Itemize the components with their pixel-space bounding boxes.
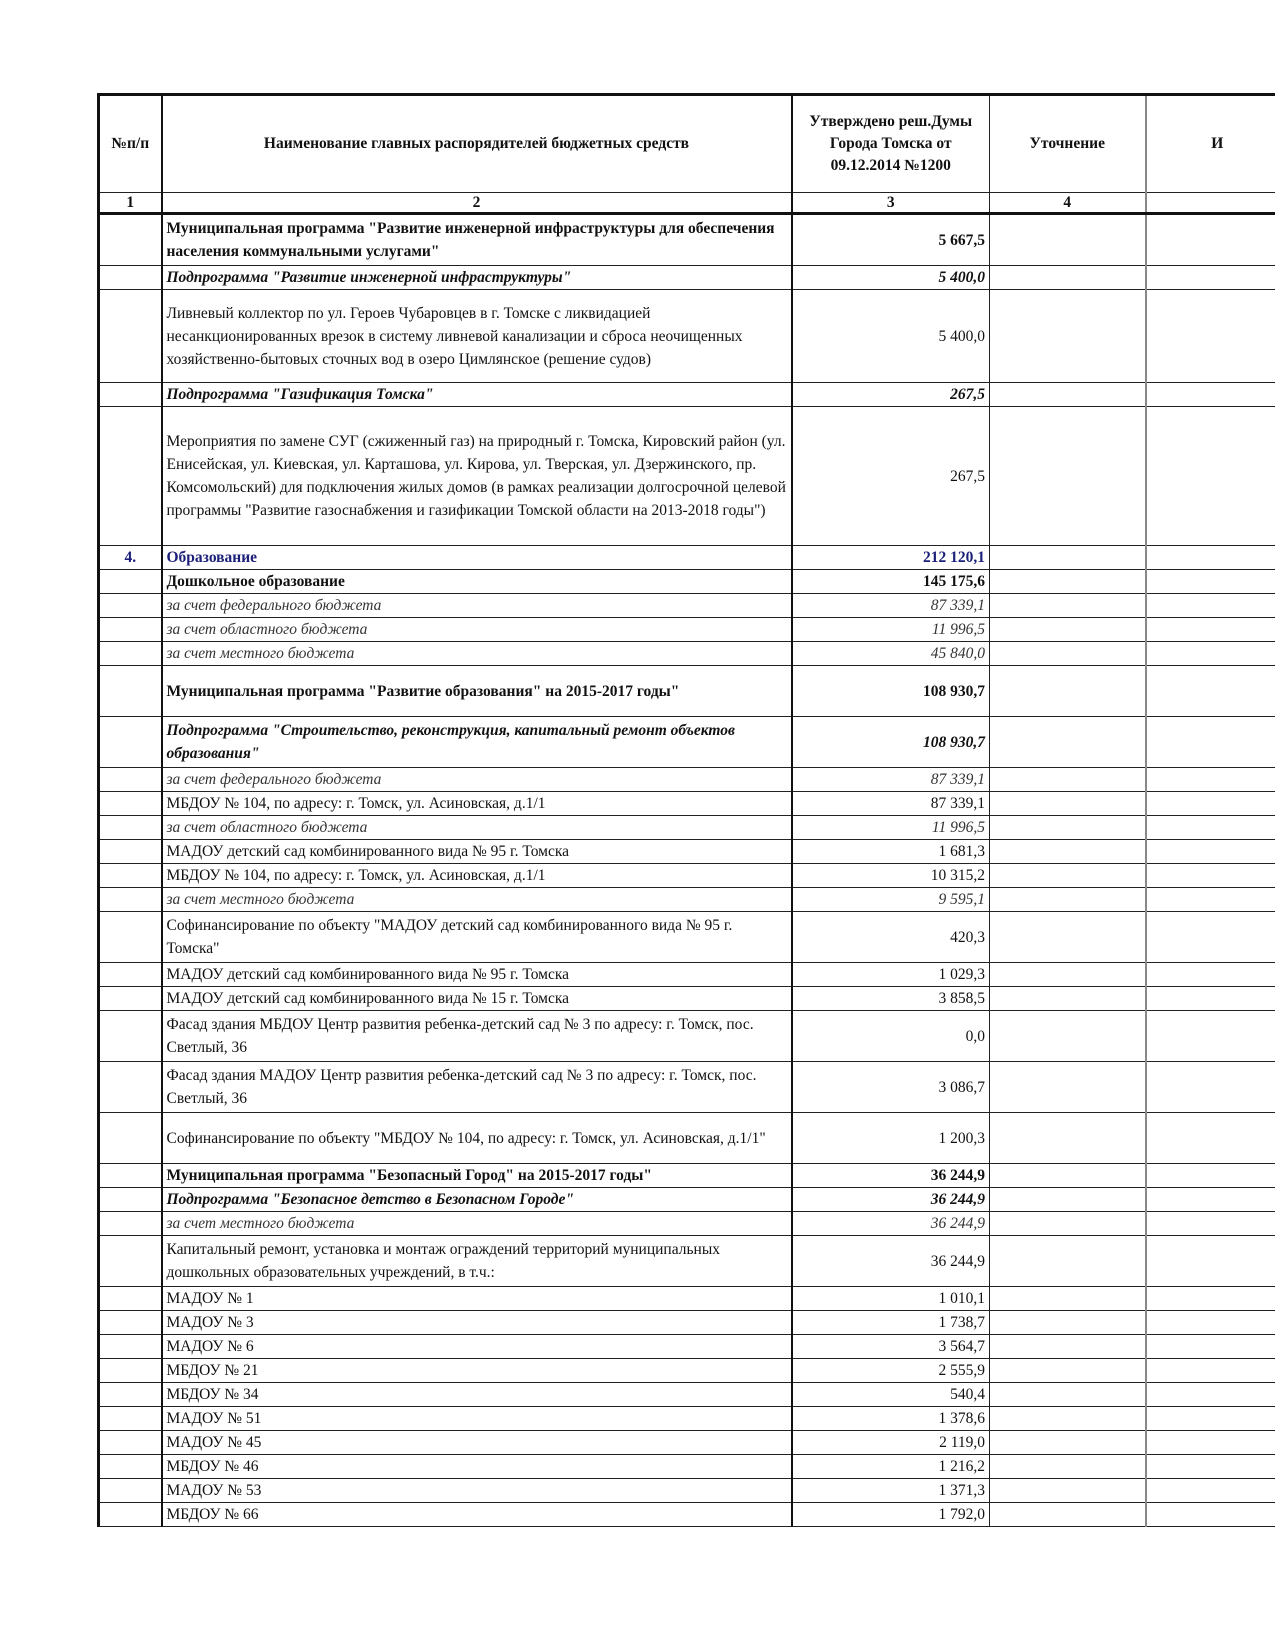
row-index [99, 1431, 162, 1455]
row-index [99, 768, 162, 792]
row-approved-value: 108 930,7 [792, 717, 990, 768]
column-number-1: 1 [99, 193, 162, 214]
row-name: Софинансирование по объекту "МБДОУ № 104, по адресу: г. Томск, ул. Асиновская, д.1/1" [162, 1113, 792, 1164]
row-name: Мероприятия по замене СУГ (сжиженный газ) на природный г. Томска, Кировский район (ул. Енисейская, ул. Киевская, ул. Карташова, ул. Кирова, ул. Тверская, ул. Дзержинского, пр. Комсомольский) для подключения жилых домов (в рамках реализации долгосрочной целевой программы "Развитие газоснабжения и газификации Томской области на 2013-2018 годы") [162, 407, 792, 546]
header-total: И [1146, 95, 1275, 193]
row-total [1146, 1062, 1275, 1113]
row-name: за счет местного бюджета [162, 642, 792, 666]
table-row [99, 1503, 1275, 1527]
row-approved-value: 11 996,5 [792, 816, 990, 840]
row-index [99, 912, 162, 963]
row-approved-value: 145 175,6 [792, 570, 990, 594]
row-total [1146, 1455, 1275, 1479]
table-row [99, 864, 1275, 888]
row-name: Подпрограмма "Безопасное детство в Безопасном Городе" [162, 1188, 792, 1212]
row-clarification [990, 768, 1146, 792]
row-total [1146, 840, 1275, 864]
row-name: за счет областного бюджета [162, 618, 792, 642]
row-approved-value: 108 930,7 [792, 666, 990, 717]
row-clarification [990, 1212, 1146, 1236]
row-clarification [990, 266, 1146, 290]
row-approved-value: 267,5 [792, 407, 990, 546]
row-total [1146, 1407, 1275, 1431]
row-total [1146, 1113, 1275, 1164]
row-total [1146, 1236, 1275, 1287]
row-approved-value: 212 120,1 [792, 546, 990, 570]
row-name: Муниципальная программа "Развитие образования" на 2015-2017 годы" [162, 666, 792, 717]
row-index [99, 1188, 162, 1212]
column-numbers-row [99, 193, 1275, 214]
row-clarification [990, 1479, 1146, 1503]
row-index [99, 888, 162, 912]
row-approved-value: 5 400,0 [792, 290, 990, 383]
table-row [99, 642, 1275, 666]
row-approved-value: 540,4 [792, 1383, 990, 1407]
row-index [99, 1455, 162, 1479]
row-name: МБДОУ № 46 [162, 1455, 792, 1479]
table-row [99, 1407, 1275, 1431]
row-clarification [990, 1287, 1146, 1311]
row-index [99, 594, 162, 618]
row-index [99, 816, 162, 840]
row-approved-value: 1 738,7 [792, 1311, 990, 1335]
row-index: 4. [99, 546, 162, 570]
row-approved-value: 3 086,7 [792, 1062, 990, 1113]
table-row [99, 1455, 1275, 1479]
column-number-2: 2 [162, 193, 792, 214]
row-total [1146, 1479, 1275, 1503]
row-approved-value: 267,5 [792, 383, 990, 407]
row-name: за счет федерального бюджета [162, 768, 792, 792]
table-row [99, 987, 1275, 1011]
row-total [1146, 717, 1275, 768]
row-name: за счет областного бюджета [162, 816, 792, 840]
row-name: МБДОУ № 34 [162, 1383, 792, 1407]
row-clarification [990, 290, 1146, 383]
row-clarification [990, 407, 1146, 546]
row-name: за счет местного бюджета [162, 888, 792, 912]
row-clarification [990, 840, 1146, 864]
row-name: МБДОУ № 104, по адресу: г. Томск, ул. Асиновская, д.1/1 [162, 792, 792, 816]
row-index [99, 1359, 162, 1383]
row-total [1146, 816, 1275, 840]
table-row [99, 1311, 1275, 1335]
table-row [99, 290, 1275, 383]
table-row [99, 912, 1275, 963]
table-row [99, 407, 1275, 546]
row-index [99, 864, 162, 888]
table-row [99, 214, 1275, 266]
row-index [99, 666, 162, 717]
table-row [99, 1212, 1275, 1236]
table-row [99, 1383, 1275, 1407]
row-clarification [990, 888, 1146, 912]
row-total [1146, 864, 1275, 888]
row-approved-value: 1 792,0 [792, 1503, 990, 1527]
header-name: Наименование главных распорядителей бюджетных средств [162, 95, 792, 193]
row-approved-value: 1 371,3 [792, 1479, 990, 1503]
row-index [99, 840, 162, 864]
row-name: МАДОУ № 3 [162, 1311, 792, 1335]
row-approved-value: 1 010,1 [792, 1287, 990, 1311]
row-name: за счет местного бюджета [162, 1212, 792, 1236]
row-total [1146, 1188, 1275, 1212]
row-name: Муниципальная программа "Развитие инженерной инфраструктуры для обеспечения населения коммунальными услугами" [162, 214, 792, 266]
table-row [99, 1062, 1275, 1113]
row-approved-value: 36 244,9 [792, 1188, 990, 1212]
table-row [99, 383, 1275, 407]
row-clarification [990, 1011, 1146, 1062]
table-body [99, 214, 1275, 1527]
row-approved-value: 3 564,7 [792, 1335, 990, 1359]
table-row [99, 266, 1275, 290]
row-clarification [990, 1164, 1146, 1188]
row-clarification [990, 1431, 1146, 1455]
row-clarification [990, 383, 1146, 407]
row-total [1146, 1359, 1275, 1383]
row-approved-value: 5 400,0 [792, 266, 990, 290]
table-row [99, 618, 1275, 642]
row-clarification [990, 864, 1146, 888]
row-name: Подпрограмма "Развитие инженерной инфраструктуры" [162, 266, 792, 290]
header-number: №п/п [99, 95, 162, 193]
row-index [99, 1311, 162, 1335]
table-row [99, 666, 1275, 717]
row-index [99, 618, 162, 642]
table-row [99, 1113, 1275, 1164]
header-approved: Утверждено реш.Думы Города Томска от 09.12.2014 №1200 [792, 95, 990, 193]
row-total [1146, 1011, 1275, 1062]
row-clarification [990, 570, 1146, 594]
row-approved-value: 10 315,2 [792, 864, 990, 888]
row-approved-value: 2 555,9 [792, 1359, 990, 1383]
table-row [99, 1236, 1275, 1287]
row-approved-value: 1 681,3 [792, 840, 990, 864]
row-index [99, 1287, 162, 1311]
row-approved-value: 420,3 [792, 912, 990, 963]
row-total [1146, 1212, 1275, 1236]
row-total [1146, 792, 1275, 816]
row-approved-value: 2 119,0 [792, 1431, 990, 1455]
row-clarification [990, 1188, 1146, 1212]
row-approved-value: 3 858,5 [792, 987, 990, 1011]
row-clarification [990, 912, 1146, 963]
row-approved-value: 5 667,5 [792, 214, 990, 266]
row-total [1146, 666, 1275, 717]
row-total [1146, 987, 1275, 1011]
row-clarification [990, 642, 1146, 666]
table-row [99, 1335, 1275, 1359]
table-row [99, 840, 1275, 864]
table-row [99, 963, 1275, 987]
row-clarification [990, 618, 1146, 642]
row-clarification [990, 546, 1146, 570]
row-clarification [990, 792, 1146, 816]
row-total [1146, 594, 1275, 618]
row-name: за счет федерального бюджета [162, 594, 792, 618]
row-index [99, 1062, 162, 1113]
row-total [1146, 570, 1275, 594]
column-number-5 [1146, 193, 1275, 214]
row-total [1146, 214, 1275, 266]
table-row [99, 1287, 1275, 1311]
row-index [99, 1212, 162, 1236]
row-approved-value: 0,0 [792, 1011, 990, 1062]
row-clarification [990, 1359, 1146, 1383]
row-clarification [990, 1335, 1146, 1359]
row-name: МБДОУ № 104, по адресу: г. Томск, ул. Асиновская, д.1/1 [162, 864, 792, 888]
row-name: МАДОУ детский сад комбинированного вида № 15 г. Томска [162, 987, 792, 1011]
table-row [99, 888, 1275, 912]
row-clarification [990, 717, 1146, 768]
row-total [1146, 888, 1275, 912]
row-index [99, 963, 162, 987]
row-total [1146, 407, 1275, 546]
row-total [1146, 963, 1275, 987]
row-name: Ливневый коллектор по ул. Героев Чубаровцев в г. Томске с ликвидацией несанкционированных врезок в систему ливневой канализации и сброса неочищенных хозяйственно-бытовых сточных вод в озеро Цимлянское (решение судов) [162, 290, 792, 383]
row-total [1146, 266, 1275, 290]
row-index [99, 1236, 162, 1287]
row-clarification [990, 666, 1146, 717]
table-row [99, 717, 1275, 768]
row-name: Подпрограмма "Газификация Томска" [162, 383, 792, 407]
table-row [99, 1188, 1275, 1212]
row-name: Образование [162, 546, 792, 570]
header-clarification: Уточнение [990, 95, 1146, 193]
row-approved-value: 87 339,1 [792, 768, 990, 792]
row-approved-value: 1 378,6 [792, 1407, 990, 1431]
table-row [99, 1011, 1275, 1062]
row-index [99, 717, 162, 768]
table-header-row [99, 95, 1275, 193]
row-index [99, 1407, 162, 1431]
row-index [99, 987, 162, 1011]
row-name: Фасад здания МБДОУ Центр развития ребенка-детский сад № 3 по адресу: г. Томск, пос. Светлый, 36 [162, 1011, 792, 1062]
row-clarification [990, 594, 1146, 618]
section-row [99, 546, 1275, 570]
row-clarification [990, 987, 1146, 1011]
row-total [1146, 912, 1275, 963]
row-approved-value: 1 216,2 [792, 1455, 990, 1479]
row-index [99, 642, 162, 666]
row-approved-value: 87 339,1 [792, 792, 990, 816]
table-row [99, 594, 1275, 618]
table-row [99, 792, 1275, 816]
table-row [99, 570, 1275, 594]
row-index [99, 1164, 162, 1188]
row-name: МАДОУ детский сад комбинированного вида № 95 г. Томска [162, 840, 792, 864]
row-total [1146, 1335, 1275, 1359]
row-total [1146, 383, 1275, 407]
row-index [99, 383, 162, 407]
row-approved-value: 1 029,3 [792, 963, 990, 987]
row-clarification [990, 1407, 1146, 1431]
row-approved-value: 36 244,9 [792, 1236, 990, 1287]
row-total [1146, 1431, 1275, 1455]
row-total [1146, 1287, 1275, 1311]
row-clarification [990, 1113, 1146, 1164]
row-index [99, 266, 162, 290]
row-name: МАДОУ № 45 [162, 1431, 792, 1455]
row-approved-value: 9 595,1 [792, 888, 990, 912]
row-name: Подпрограмма "Строительство, реконструкция, капитальный ремонт объектов образования" [162, 717, 792, 768]
row-approved-value: 45 840,0 [792, 642, 990, 666]
row-name: МБДОУ № 66 [162, 1503, 792, 1527]
row-clarification [990, 1311, 1146, 1335]
row-index [99, 290, 162, 383]
row-name: Софинансирование по объекту "МАДОУ детский сад комбинированного вида № 95 г. Томска" [162, 912, 792, 963]
row-index [99, 1503, 162, 1527]
row-index [99, 1479, 162, 1503]
row-index [99, 570, 162, 594]
row-total [1146, 1311, 1275, 1335]
row-index [99, 1335, 162, 1359]
table-row [99, 816, 1275, 840]
row-approved-value: 87 339,1 [792, 594, 990, 618]
row-total [1146, 768, 1275, 792]
table-row [99, 1479, 1275, 1503]
row-index [99, 214, 162, 266]
row-total [1146, 1503, 1275, 1527]
column-number-4: 4 [990, 193, 1146, 214]
row-index [99, 792, 162, 816]
table-row [99, 1431, 1275, 1455]
row-clarification [990, 214, 1146, 266]
table-row [99, 1164, 1275, 1188]
row-index [99, 1011, 162, 1062]
row-name: МАДОУ детский сад комбинированного вида № 95 г. Томска [162, 963, 792, 987]
row-total [1146, 618, 1275, 642]
budget-table [97, 93, 1275, 1527]
row-name: Дошкольное образование [162, 570, 792, 594]
row-approved-value: 1 200,3 [792, 1113, 990, 1164]
row-index [99, 407, 162, 546]
row-name: МАДОУ № 51 [162, 1407, 792, 1431]
row-approved-value: 36 244,9 [792, 1164, 990, 1188]
row-name: МАДОУ № 6 [162, 1335, 792, 1359]
row-clarification [990, 1503, 1146, 1527]
row-total [1146, 1383, 1275, 1407]
row-name: Капитальный ремонт, установка и монтаж ограждений территорий муниципальных дошкольных образовательных учреждений, в т.ч.: [162, 1236, 792, 1287]
row-clarification [990, 1236, 1146, 1287]
row-index [99, 1113, 162, 1164]
row-name: Муниципальная программа "Безопасный Город" на 2015-2017 годы" [162, 1164, 792, 1188]
row-total [1146, 642, 1275, 666]
row-total [1146, 1164, 1275, 1188]
row-approved-value: 36 244,9 [792, 1212, 990, 1236]
row-index [99, 1383, 162, 1407]
column-number-3: 3 [792, 193, 990, 214]
row-approved-value: 11 996,5 [792, 618, 990, 642]
row-clarification [990, 963, 1146, 987]
row-name: Фасад здания МАДОУ Центр развития ребенка-детский сад № 3 по адресу: г. Томск, пос. Светлый, 36 [162, 1062, 792, 1113]
row-total [1146, 290, 1275, 383]
row-clarification [990, 1383, 1146, 1407]
row-name: МАДОУ № 53 [162, 1479, 792, 1503]
row-name: МБДОУ № 21 [162, 1359, 792, 1383]
row-clarification [990, 1455, 1146, 1479]
table-row [99, 768, 1275, 792]
row-name: МАДОУ № 1 [162, 1287, 792, 1311]
row-clarification [990, 816, 1146, 840]
row-clarification [990, 1062, 1146, 1113]
row-total [1146, 546, 1275, 570]
table-row [99, 1359, 1275, 1383]
